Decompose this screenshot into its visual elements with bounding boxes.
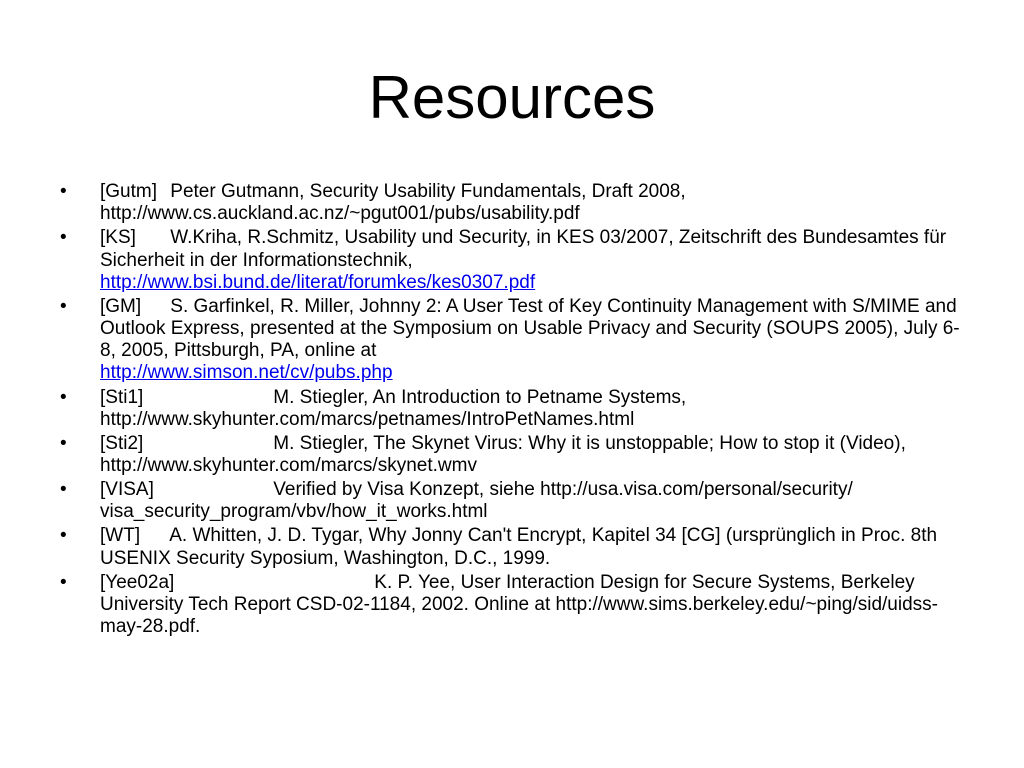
reference-text: M. Stiegler, The Skynet Virus: Why it is unstoppable; How to stop it (Video), http://www.skyhunter.com/marcs/skynet.wmv — [100, 432, 906, 476]
bullet-icon: • — [60, 386, 67, 408]
bullet-icon: • — [60, 525, 67, 547]
reference-list — [60, 181, 970, 640]
reference-text: W.Kriha, R.Schmitz, Usability und Security, in KES 03/2007, Zeitschrift des Bundesamtes für Sicherheit in der Informationstechnik, — [100, 227, 947, 271]
bullet-icon: • — [60, 479, 67, 501]
reference-item-visa — [60, 479, 970, 523]
reference-tag: [WT] — [100, 525, 141, 547]
bullet-icon: • — [60, 571, 67, 593]
reference-item-ks — [60, 227, 970, 294]
reference-text: A. Whitten, J. D. Tygar, Why Jonny Can't Encrypt, Kapitel 34 [CG] (ursprünglich in Proc. 8th USENIX Security Syposium, Washington, D.C., 1999. — [100, 525, 938, 569]
reference-text: M. Stiegler, An Introduction to Petname Systems, http://www.skyhunter.com/marcs/petnames/IntroPetNames.html — [100, 386, 687, 430]
slide-title: Resources — [368, 64, 656, 131]
reference-item-sti2 — [60, 433, 970, 477]
reference-link[interactable]: http://www.simson.net/cv/pubs.php — [100, 362, 393, 384]
bullet-icon: • — [60, 181, 67, 202]
reference-item-gm — [60, 296, 970, 385]
reference-text: K. P. Yee, User Interaction Design for Secure Systems, Berkeley University Tech Report CSD-02-1184, 2002. Online at http://www.sims.berkeley.edu/~ping/sid/uidss-may-28.pdf. — [100, 571, 938, 638]
reference-item-yee02a — [60, 572, 970, 639]
reference-tag: [Gutm] — [100, 181, 158, 202]
reference-link[interactable]: http://www.bsi.bund.de/literat/forumkes/kes0307.pdf — [100, 271, 536, 293]
reference-item-sti1 — [60, 387, 970, 431]
reference-tag: [VISA] — [100, 479, 154, 501]
reference-tag: [Yee02a] — [100, 571, 175, 593]
reference-tag: [KS] — [100, 227, 136, 249]
reference-item-gutm — [60, 181, 970, 225]
bullet-icon: • — [60, 295, 67, 317]
reference-item-wt — [60, 525, 970, 569]
reference-tag: [Sti1] — [100, 386, 144, 408]
reference-text: Verified by Visa Konzept, siehe http://usa.visa.com/personal/security/ visa_security_program/vbv/how_it_works.html — [100, 479, 853, 523]
bullet-icon: • — [60, 432, 67, 454]
reference-text: S. Garfinkel, R. Miller, Johnny 2: A User Test of Key Continuity Management with S/MIME and Outlook Express, presented at the Symposium on Usable Privacy and Security (SOUPS 2005), July 6-8, 2005, Pittsburgh, PA, online at — [100, 295, 960, 362]
reference-tag: [GM] — [100, 295, 142, 317]
bullet-icon: • — [60, 227, 67, 249]
reference-tag: [Sti2] — [100, 432, 144, 454]
reference-text: Peter Gutmann, Security Usability Fundamentals, Draft 2008, http://www.cs.auckland.ac.nz/~pgut001/pubs/usability.pdf — [100, 181, 686, 225]
